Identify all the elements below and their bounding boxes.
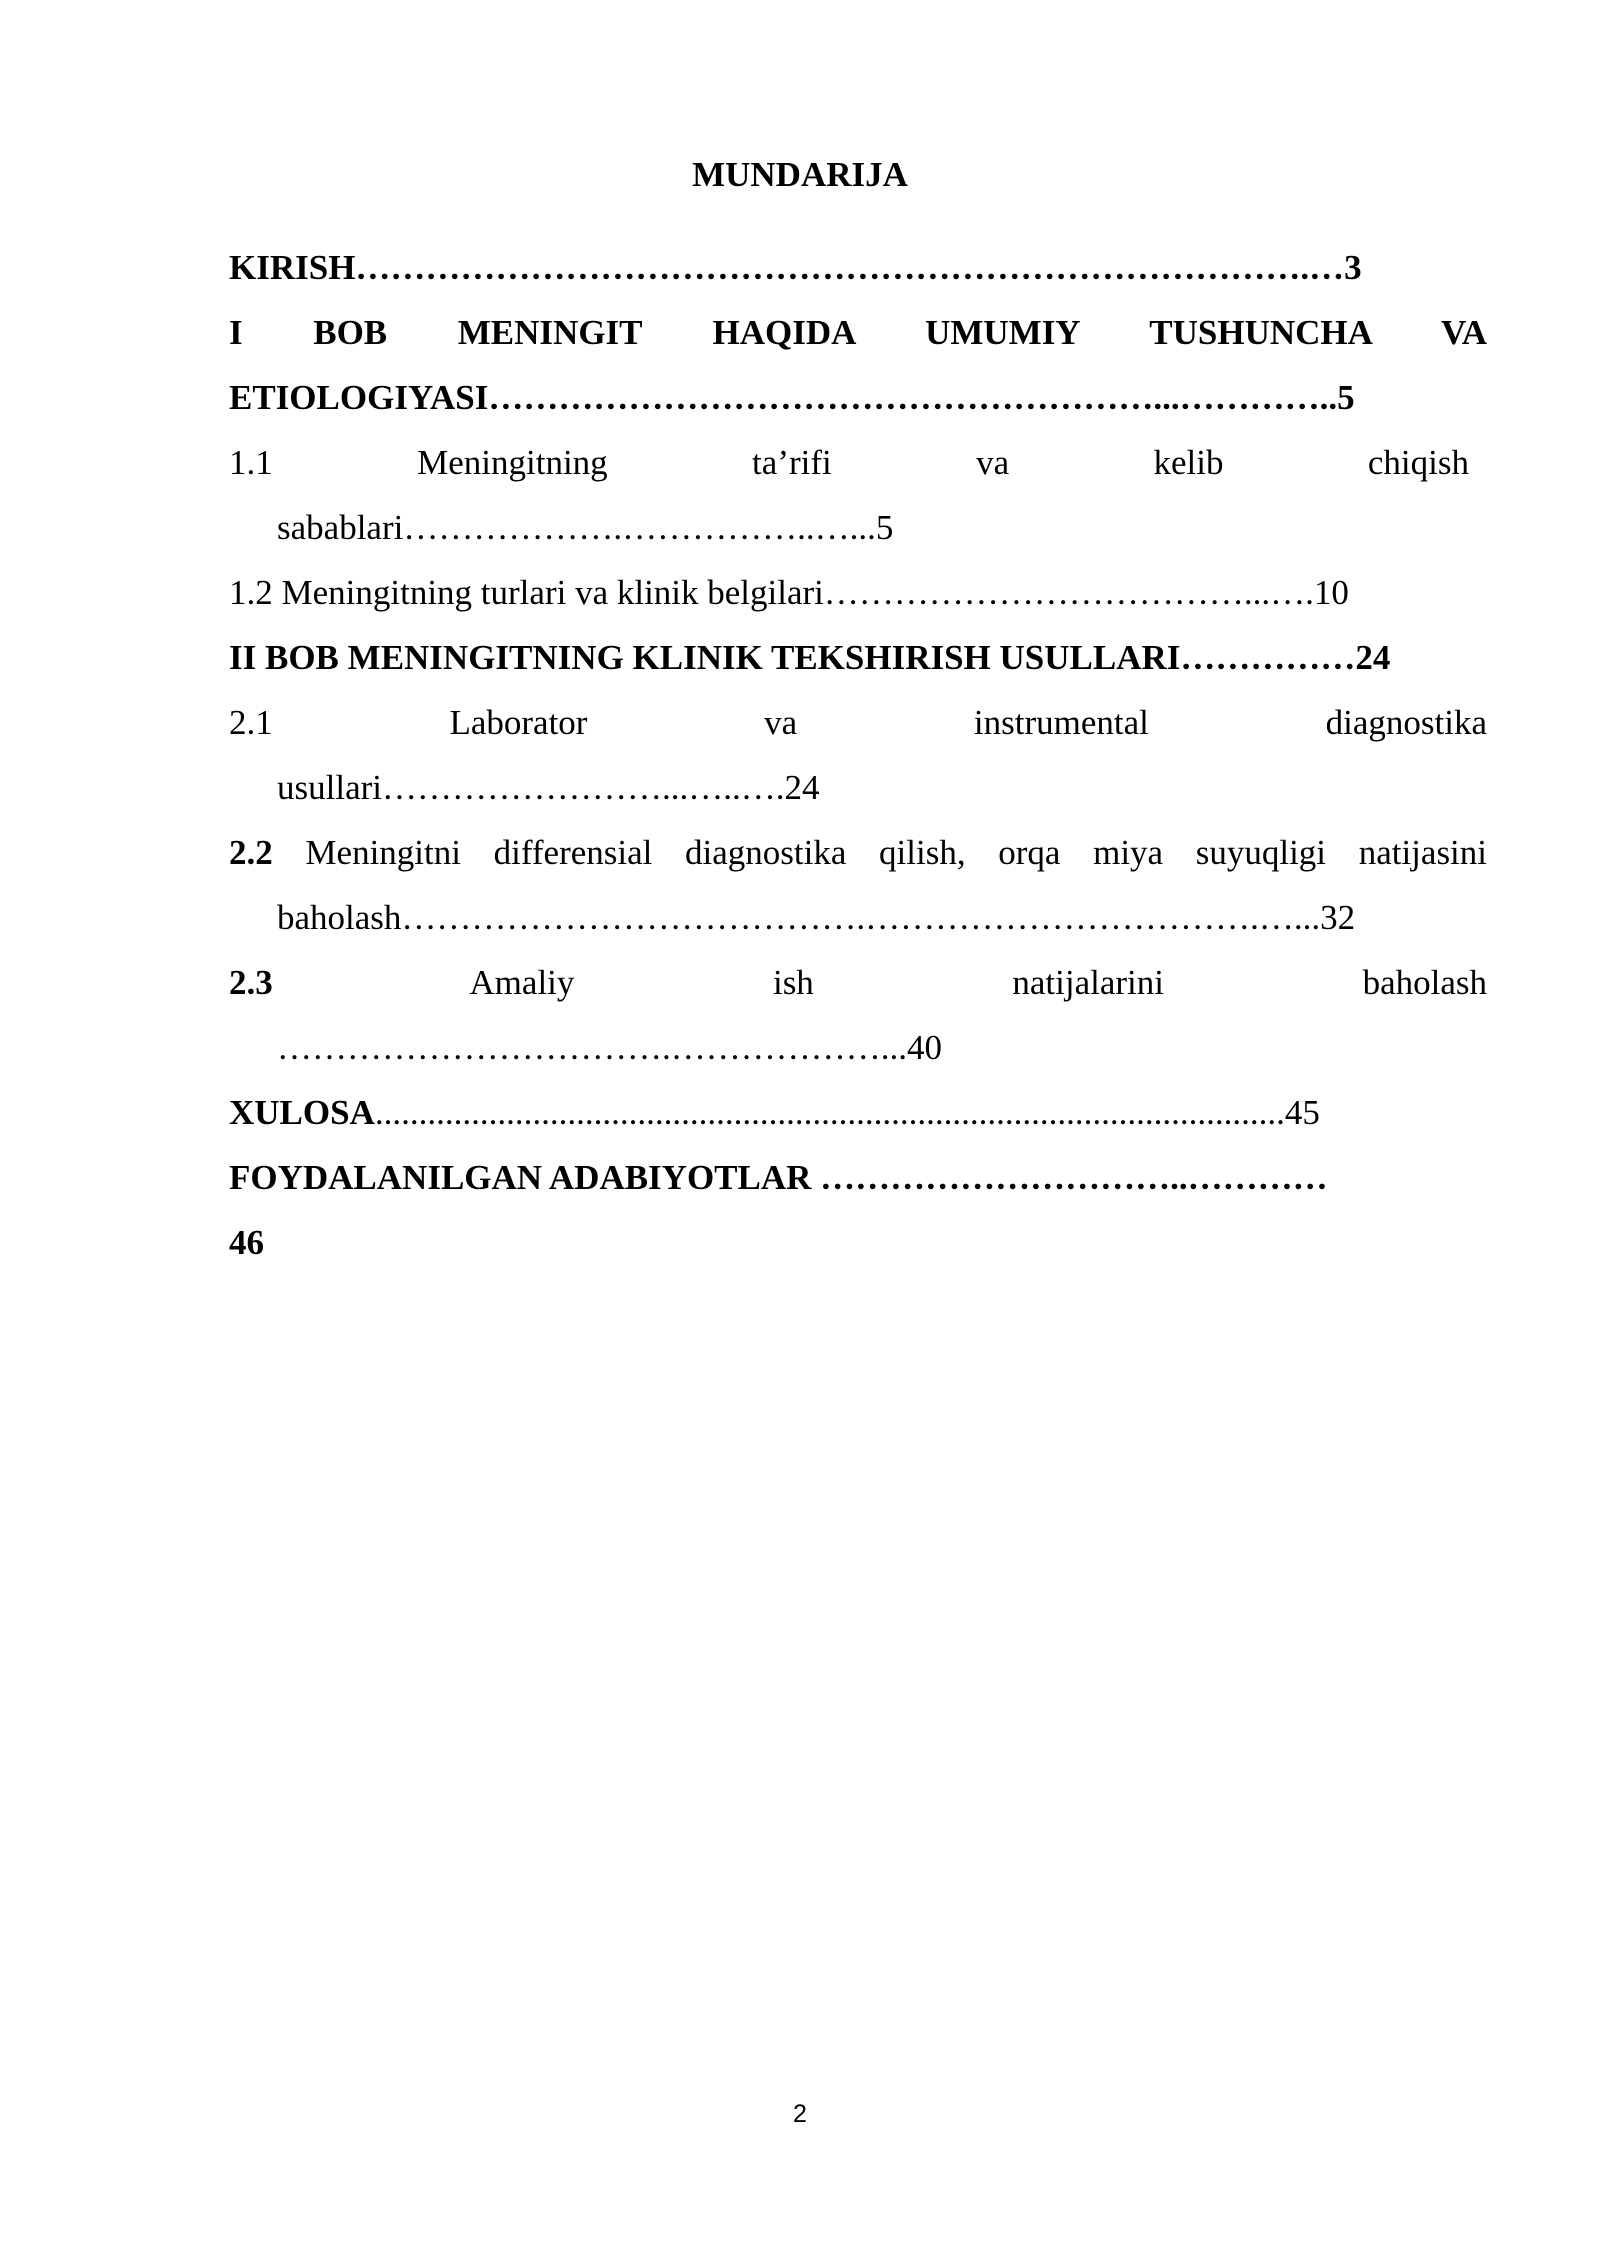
toc-section-2-3-number: 2.3 — [229, 963, 273, 1002]
toc-section-2-1-line-2: usullari……………………...…..….24 — [277, 768, 820, 807]
page-number: 2 — [793, 2100, 807, 2128]
toc-entry-chapter-2[interactable]: II BOB MENINGITNING KLINIK TEKSHIRISH USULLARI……………24 — [229, 638, 1391, 677]
toc-entry-xulosa[interactable] — [229, 1080, 1487, 1145]
toc-section-2-3-title: Amaliy ish natijalarini baholash — [469, 963, 1487, 1002]
toc-entry-section-1-2[interactable]: 1.2 Meningitning turlari va klinik belgilari………………………………...….10 — [229, 573, 1349, 612]
toc-chapter-1-line-1: I BOB MENINGIT HAQIDA UMUMIY TUSHUNCHA VA — [229, 313, 1487, 352]
toc-references-line-1: FOYDALANILGAN ADABIYOTLAR …………………………..………… — [229, 1158, 1328, 1197]
toc-entry-kirish[interactable]: KIRISH……………………………………………………………………….…3 — [229, 248, 1362, 287]
toc-chapter-1-line-2: ETIOLOGIYASI…………………………………………………...…………..5 — [229, 378, 1355, 417]
toc-xulosa-label: XULOSA — [229, 1093, 375, 1132]
page-title: MUNDARIJA — [692, 155, 908, 194]
toc-section-1-1-line-1: 1.1 Meningitning ta’rifi va kelib chiqish — [229, 443, 1469, 482]
toc-entry-section-1-1[interactable] — [229, 430, 1487, 560]
toc-entry-section-2-2[interactable] — [229, 820, 1487, 950]
toc-section-2-2-number: 2.2 — [229, 833, 273, 872]
toc-xulosa-dots: ........................................................................................................45 — [374, 1093, 1320, 1132]
table-of-contents — [229, 235, 1487, 1275]
toc-section-2-1-line-1: 2.1 Laborator va instrumental diagnostika — [229, 703, 1487, 742]
toc-references-line-2: 46 — [229, 1223, 264, 1262]
toc-entry-section-2-1[interactable] — [229, 690, 1487, 820]
toc-section-2-3-line-2: …………………………….………………...40 — [277, 1028, 942, 1067]
toc-section-2-2-line-2: baholash………………………………….…………………………….…...32 — [277, 898, 1356, 937]
toc-entry-section-2-3[interactable] — [229, 950, 1487, 1080]
toc-section-1-1-line-2: sabablari……………….……………..…...5 — [277, 508, 894, 547]
toc-entry-chapter-1[interactable] — [229, 300, 1487, 430]
toc-section-2-3-line-1 — [229, 950, 1487, 1015]
toc-section-2-2-title: Meningitni differensial diagnostika qilish, orqa miya suyuqligi natijasini — [305, 833, 1487, 872]
toc-entry-references[interactable] — [229, 1145, 1487, 1275]
toc-section-2-2-line-1 — [229, 820, 1487, 885]
